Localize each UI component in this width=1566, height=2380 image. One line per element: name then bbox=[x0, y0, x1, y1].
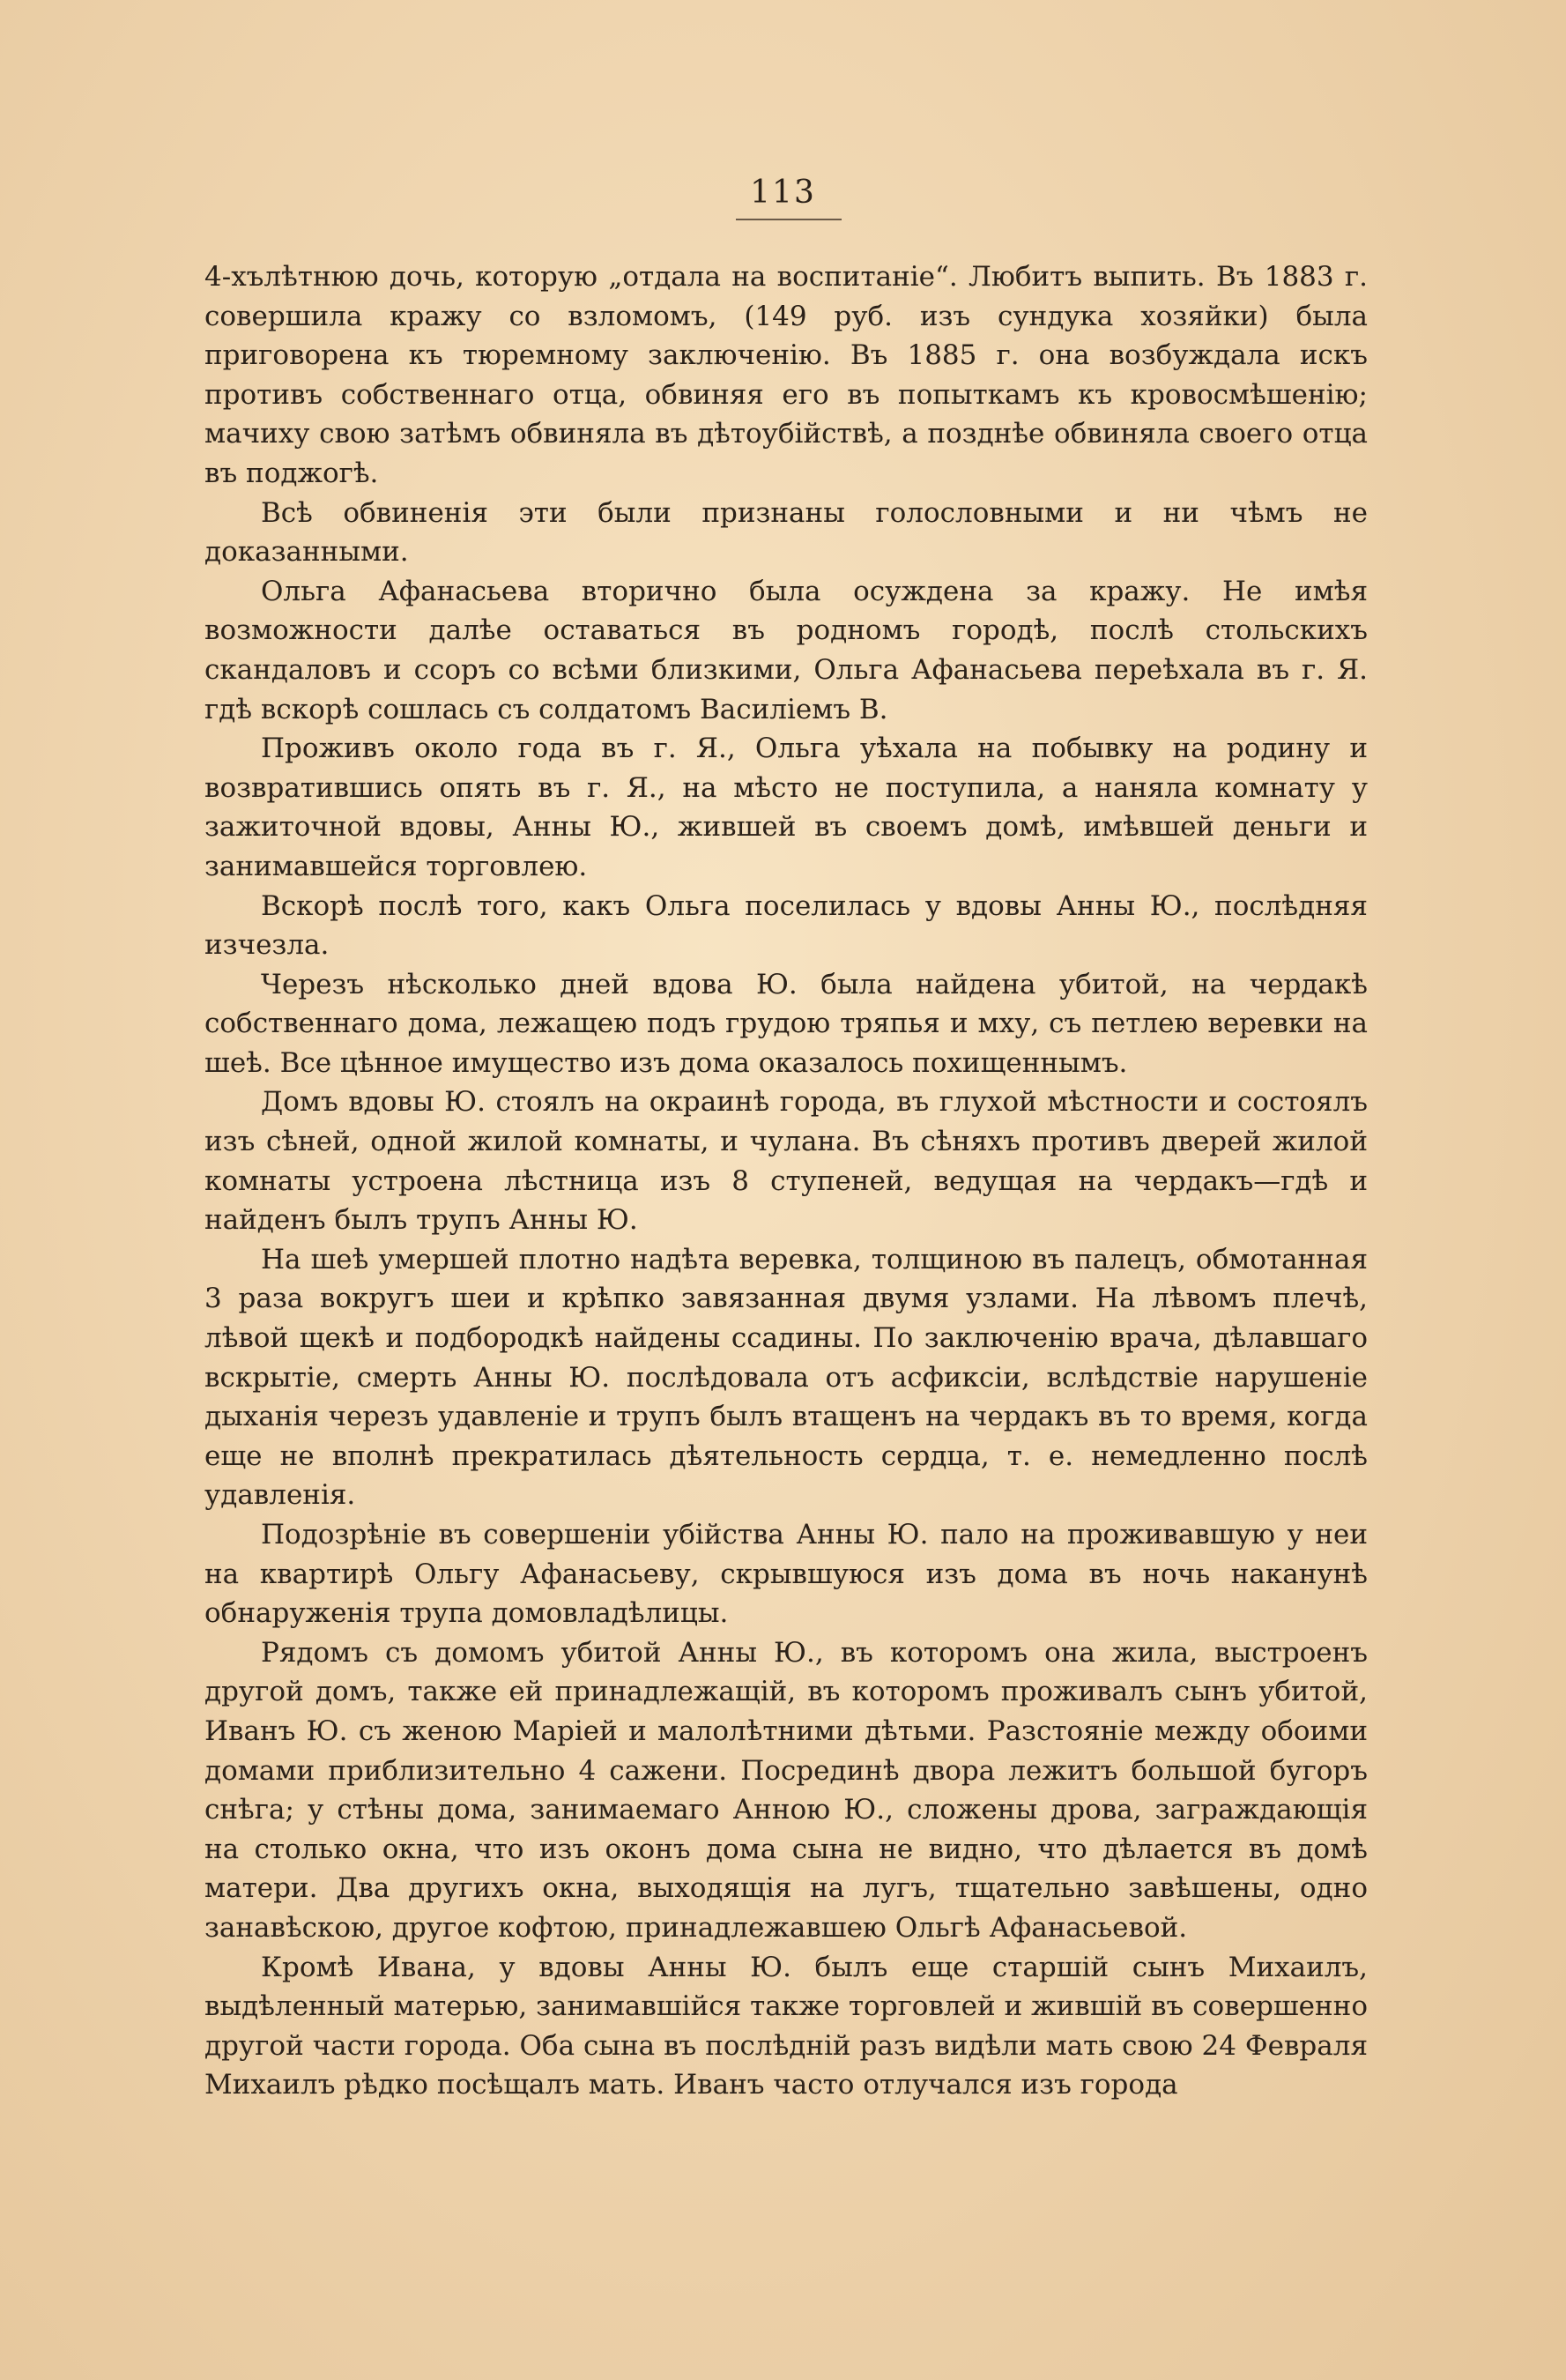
paragraph-10: Рядомъ съ домомъ убитой Анны Ю., въ которомъ она жила, выстроенъ другой домъ, также ей принадлежащій, въ которомъ проживалъ сынъ убитой, Иванъ Ю. съ женою Маріей и малолѣтними дѣтьми. Разстояніе между обоими домами приблизительно 4 сажени. Посрединѣ двора лежитъ большой бугоръ снѣга; у стѣны дома, занимаемаго Анною Ю., сложены дрова, заграждающія на столько окна, что изъ оконъ дома сына не видно, что дѣлается въ домѣ матери. Два другихъ окна, выходящія на лугъ, тщательно завѣшены, одно занавѣскою, другое кофтою, принадлежавшею Ольгѣ Афанасьевой. bbox=[204, 1636, 1368, 1944]
paragraph-4: Проживъ около года въ г. Я., Ольга уѣхала на побывку на родину и возвратившись опять въ г. Я., на мѣсто не поступила, а наняла комнату у зажиточной вдовы, Анны Ю., жившей въ своемъ домѣ, имѣвшей деньги и занимавшейся торговлею. bbox=[204, 733, 1368, 882]
paragraph-11: Кромѣ Ивана, у вдовы Анны Ю. былъ еще старшій сынъ Михаилъ, выдѣленный матерью, занимавшійся также торговлей и жившій въ совершенно другой части города. Оба сына въ послѣдній разъ видѣли мать свою 24 Февраля Михаилъ рѣдко посѣщалъ мать. Иванъ часто отлучался изъ города bbox=[204, 1951, 1368, 2101]
paragraph-3: Ольга Афанасьева вторично была осуждена за кражу. Не имѣя возможности далѣе оставаться въ родномъ городѣ, послѣ стольскихъ скандаловъ и ссоръ со всѣми близкими, Ольга Афанасьева переѣхала въ г. Я. гдѣ вскорѣ сошлась съ солдатомъ Василіемъ В. bbox=[204, 575, 1368, 725]
page-number-rule bbox=[736, 219, 842, 220]
paragraph-6: Черезъ нѣсколько дней вдова Ю. была найдена убитой, на чердакѣ собственнаго дома, лежащею подъ грудою тряпья и мху, съ петлею веревки на шеѣ. Все цѣнное имущество изъ дома оказалось похищеннымъ. bbox=[204, 968, 1368, 1079]
paragraph-1: 4-хълѣтнюю дочь, которую „отдала на воспитаніе“. Любитъ выпить. Въ 1883 г. совершила кражу со взломомъ, (149 руб. изъ сундука хозяйки) была приговорена къ тюремному заключенію. Въ 1885 г. она возбуждала искъ противъ собственнаго отца, обвиняя его въ попыткамъ къ кровосмѣшенію; мачиху свою затѣмъ обвиняла въ дѣтоубійствѣ, а позднѣе обвиняла своего отца въ поджогѣ. bbox=[204, 261, 1368, 489]
page-number: 113 bbox=[750, 175, 816, 211]
text-body bbox=[204, 257, 1368, 2105]
paragraph-2: Всѣ обвиненія эти были признаны голословными и ни чѣмъ не доказанными. bbox=[204, 496, 1368, 569]
paragraph-7: Домъ вдовы Ю. стоялъ на окраинѣ города, въ глухой мѣстности и состоялъ изъ сѣней, одной жилой комнаты, и чулана. Въ сѣняхъ противъ дверей жилой комнаты устроена лѣстница изъ 8 ступеней, ведущая на чердакъ—гдѣ и найденъ былъ трупъ Анны Ю. bbox=[204, 1086, 1368, 1237]
paragraph-8: На шеѣ умершей плотно надѣта веревка, толщиною въ палецъ, обмотанная 3 раза вокругъ шеи и крѣпко завязанная двумя узлами. На лѣвомъ плечѣ, лѣвой щекѣ и подбородкѣ найдены ссадины. По заключенію врача, дѣлавшаго вскрытіе, смерть Анны Ю. послѣдовала отъ асфиксіи, вслѣдствіе нарушеніе дыханія черезъ удавленіе и трупъ былъ втащенъ на чердакъ въ то время, когда еще не вполнѣ прекратилась дѣятельность сердца, т. е. немедленно послѣ удавленія. bbox=[204, 1243, 1368, 1512]
paragraph-9: Подозрѣніе въ совершеніи убійства Анны Ю. пало на проживавшую у неи на квартирѣ Ольгу Афанасьеву, скрывшуюся изъ дома въ ночь наканунѣ обнаруженія трупа домовладѣлицы. bbox=[204, 1519, 1368, 1630]
paragraph-5: Вскорѣ послѣ того, какъ Ольга поселилась у вдовы Анны Ю., послѣдняя изчезла. bbox=[204, 889, 1368, 962]
